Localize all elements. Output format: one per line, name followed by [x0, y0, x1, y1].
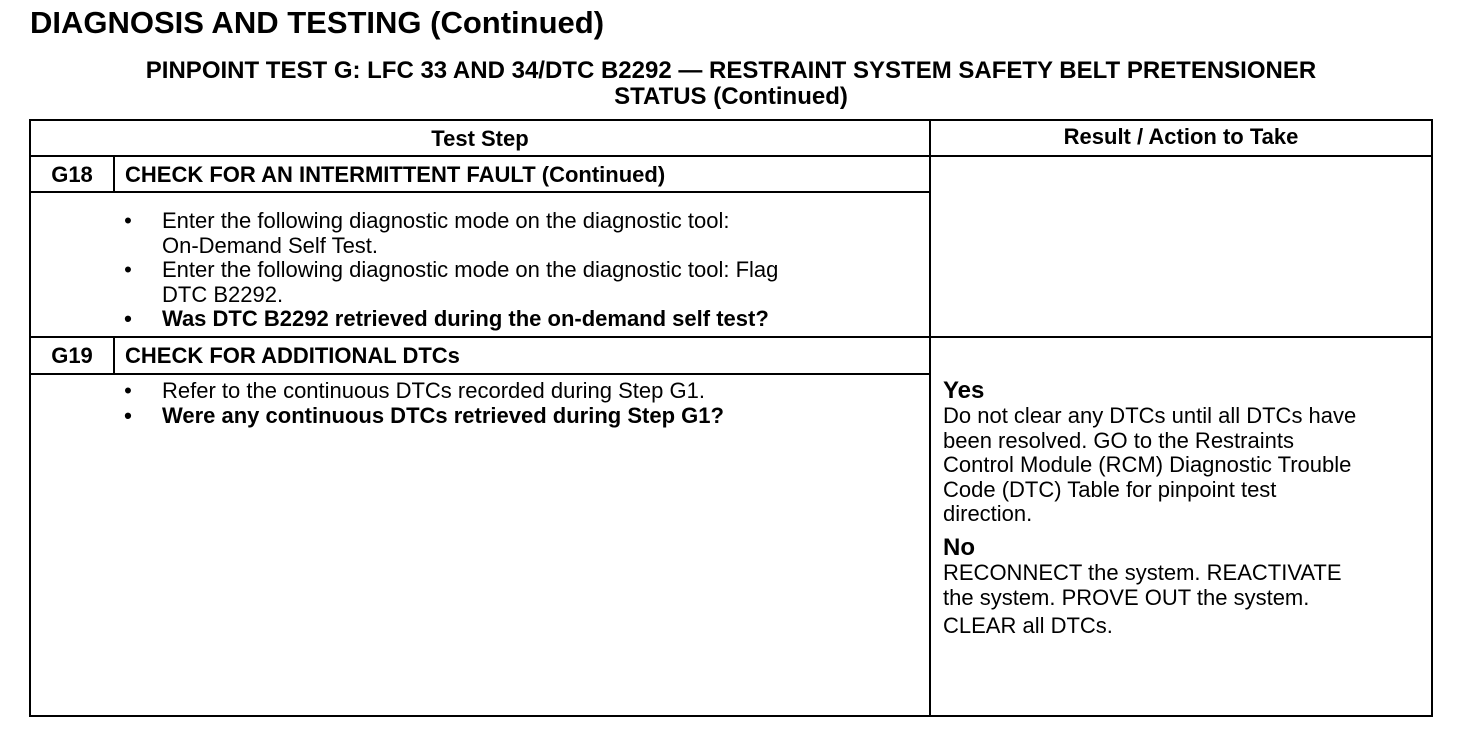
pinpoint-test-title-line-1: PINPOINT TEST G: LFC 33 AND 34/DTC B2292 — RESTRAINT SYSTEM SAFETY BELT PRETENSIONER [145, 57, 1317, 84]
table-border-left [29, 119, 31, 717]
list-item [118, 258, 778, 307]
result-no-text [943, 561, 1429, 639]
step-id-g19: G19 [51, 343, 93, 368]
g19-top-rule [29, 336, 1433, 338]
g19-title-rule [29, 373, 931, 375]
bullet-text-line: Were any continuous DTCs retrieved during Step G1? [162, 402, 724, 428]
bullet-text-line: Was DTC B2292 retrieved during the on-demand self test? [162, 306, 769, 331]
result-yes-text [943, 404, 1429, 527]
bullet-text-line: DTC B2292. [162, 281, 284, 307]
result-text-line: Do not clear any DTCs until all DTCs have [943, 403, 1357, 428]
result-no-label: No [943, 533, 975, 561]
bullet-text-line: Enter the following diagnostic mode on the diagnostic tool: Flag [162, 257, 779, 282]
bullet-marker: • [124, 257, 132, 282]
header-rule [29, 155, 1433, 157]
step-title-g18: CHECK FOR AN INTERMITTENT FAULT (Continued) [125, 162, 666, 187]
bullet-text-line: On-Demand Self Test. [162, 232, 379, 258]
g18-title-rule [29, 191, 931, 193]
bullet-marker: • [124, 402, 132, 428]
table-border-top [29, 119, 1433, 121]
step-g19-result [943, 377, 1429, 639]
result-text-line: been resolved. GO to the Restraints [943, 427, 1294, 453]
column-header-result: Result / Action to Take [1063, 124, 1299, 149]
bullet-marker: • [124, 378, 132, 403]
result-text-line: CLEAR all DTCs. [943, 613, 1113, 639]
step-title-g19: CHECK FOR ADDITIONAL DTCs [125, 343, 460, 368]
pinpoint-test-title [30, 58, 1432, 110]
column-header-test-step: Test Step [431, 126, 529, 151]
result-text-line: Control Module (RCM) Diagnostic Trouble [943, 452, 1352, 478]
list-item [118, 209, 778, 258]
list-item [118, 307, 778, 332]
bullet-text-line: Enter the following diagnostic mode on the diagnostic tool: [162, 208, 730, 233]
table-border-right [1431, 119, 1433, 717]
result-text-line: RECONNECT the system. REACTIVATE [943, 559, 1342, 585]
bullet-marker: • [124, 208, 132, 233]
table-border-bottom [29, 715, 1433, 717]
bullet-text-line: Refer to the continuous DTCs recorded during Step G1. [162, 378, 705, 403]
step-g19-bullet-list [118, 379, 724, 428]
list-item [118, 379, 724, 404]
page-title: DIAGNOSIS AND TESTING (Continued) [30, 5, 605, 40]
result-text-line: the system. PROVE OUT the system. [943, 584, 1310, 610]
result-yes-label: Yes [943, 377, 985, 404]
list-item [118, 404, 724, 429]
step-id-g18: G18 [51, 162, 93, 187]
result-text-line: direction. [943, 501, 1033, 527]
step-g18-bullet-list [118, 209, 778, 332]
bullet-marker: • [124, 306, 132, 331]
result-text-line: Code (DTC) Table for pinpoint test [943, 476, 1277, 502]
pinpoint-test-title-line-2: STATUS (Continued) [614, 83, 848, 110]
column-divider [929, 119, 931, 717]
